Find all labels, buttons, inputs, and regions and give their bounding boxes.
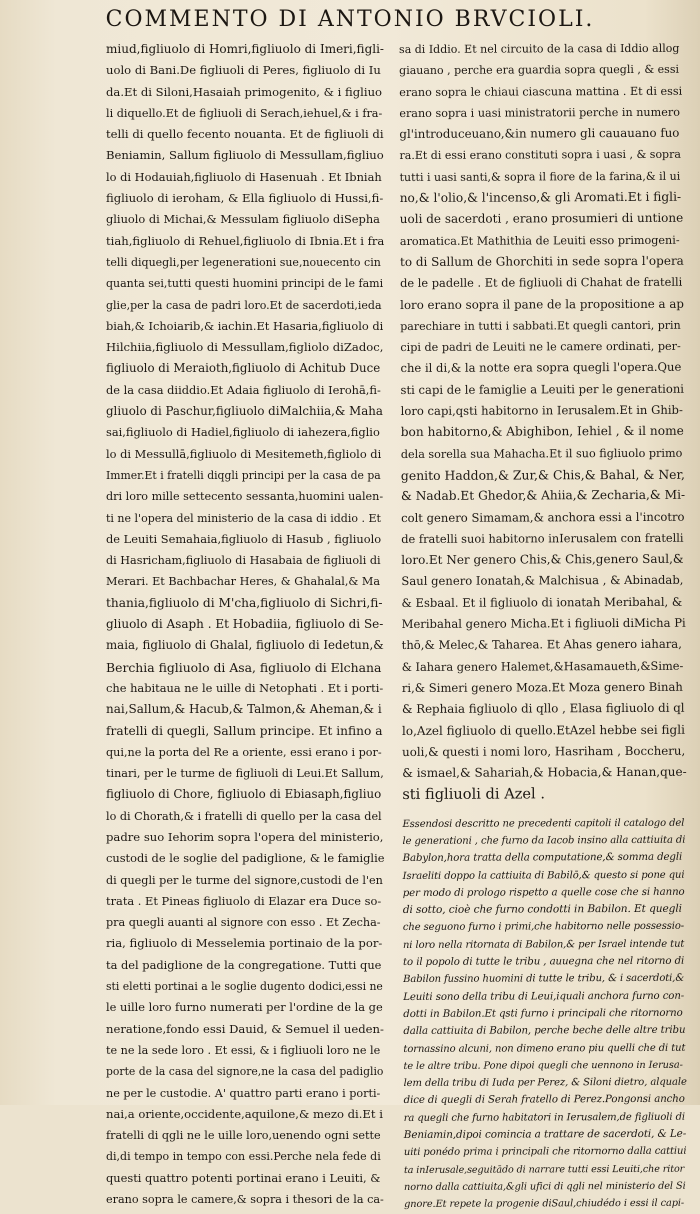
- text-line: fratelli di qgli ne le uille loro,uenendo ogni sette: [106, 1129, 381, 1143]
- text-line: questi quattro potenti portinai erano i Leuiti, &: [106, 1170, 381, 1185]
- text-line: ne per le custodie. A' quattro parti erano i porti-: [106, 1086, 381, 1100]
- text-line: pra quegli auanti al signore con esso . Et Zecha-: [106, 916, 381, 930]
- gloss-line: Babylon,hora tratta della computatione,& somma degli: [402, 852, 683, 865]
- text-line: ra.Et di essi erano constituti sopra i uasi , & sopra: [399, 148, 681, 163]
- text-line: & Nadab.Et Ghedor,& Ahiia,& Zecharia,& Mi-: [400, 487, 686, 504]
- text-line: de Leuiti Semahaia,figliuolo di Hasub , figliuolo: [106, 531, 382, 546]
- text-line: di quegli per le turme del signore,custodi de l'en: [106, 873, 383, 887]
- text-line: telli di quello fecento nouanta. Et de figliuoli di: [106, 127, 384, 142]
- gloss-line: Essendosi descritto ne precedenti capitoli il catalogo del: [402, 817, 685, 830]
- text-line: de fratelli suoi habitorno inIerusalem con fratelli: [401, 530, 684, 546]
- text-line: bon habitorno,& Abighibon, Iehiel , & il nome: [400, 424, 684, 440]
- text-line: colt genero Simamam,& anchora essi a l'incotro: [401, 509, 685, 525]
- text-line: Beniamin, Sallum figliuolo di Messullam,figliuo: [106, 148, 384, 163]
- text-line: telli diquegli,per legenerationi sue,nouecento cin: [106, 255, 381, 269]
- text-line: dri loro mille settecento sessanta,huomini ualen-: [106, 490, 384, 504]
- running-title: COMMENTO DI ANTONIO BRVCIOLI.: [105, 7, 595, 32]
- text-line: uoli,& questi i nomi loro, Hasriham , Boccheru,: [402, 743, 686, 759]
- text-line: & Rephaia figliuolo di qllo , Elasa figliuolo di ql: [401, 700, 685, 717]
- text-line: lo,Azel figliuolo di quello.EtAzel hebbe sei figli: [401, 722, 685, 738]
- text-line: figliuolo di Meraioth,figliuolo di Achitub Duce: [106, 361, 381, 376]
- text-line: ria, figliuolo di Messelemia portinaio de la por-: [106, 936, 383, 951]
- right-column-text: [399, 38, 686, 806]
- gloss-line: dalla cattiuita di Babilon, perche beche delle altre tribu: [403, 1025, 686, 1038]
- text-line: thō,& Melec,& Taharea. Et Ahas genero iahara,: [401, 637, 682, 653]
- text-line: de la casa diiddio.Et Adaia figliuolo di Ierohā,fi-: [106, 382, 381, 397]
- text-line: uoli de sacerdoti , erano prosumieri di untione: [399, 211, 684, 227]
- text-line: sai,figliuolo di Hadiel,figliuolo di iahezera,figlio: [106, 425, 380, 440]
- text-line: sti eletti portinai a le soglie dugento dodici,essi ne: [106, 980, 383, 994]
- text-line: gliuolo di Asaph . Et Hobadiia, figliuolo di Se-: [106, 617, 384, 632]
- text-line: sti capi de le famiglie a Leuiti per le generationi: [400, 381, 685, 397]
- text-line: loro.Et Ner genero Chis,& Chis,genero Saul,&: [401, 551, 684, 568]
- text-line: lo di Messullā,figliuolo di Mesitemeth,figliolo di: [106, 446, 382, 461]
- text-line: maia, figliuolo di Ghalal, figliuolo di Iedetun,&: [106, 638, 384, 653]
- gloss-line: dice di quegli di Serah fratello di Perez.Pongonsi ancho: [403, 1094, 685, 1107]
- text-line: ti ne l'opera del ministerio de la casa di iddio . Et: [106, 511, 381, 525]
- gloss-line: per modo di prologo rispetto a quelle cose che si hanno: [402, 886, 685, 899]
- text-line: figliuolo di ieroham, & Ella figliuolo di Hussi,fi-: [106, 191, 384, 206]
- text-line: Hilchiia,figliuolo di Messullam,figliolo diZadoc,: [106, 340, 384, 355]
- gloss-line: norno dalla cattiuita,&gli ufici di qgli nel ministerio del Si: [403, 1180, 686, 1193]
- gloss-line: ra quegli che furno habitatori in Ierusalem,de figliuoli di: [403, 1111, 685, 1124]
- text-line: custodi de le soglie del padiglione, & le famiglie: [106, 851, 385, 866]
- gloss-line: Leuiti sono della tribu di Leui,iquali anchora furno con-: [403, 990, 685, 1003]
- text-line: te ne la sede loro . Et essi, & i figliuoli loro ne le: [106, 1043, 381, 1057]
- text-line: Merari. Et Bachbachar Heres, & Ghahalal,& Ma: [106, 575, 381, 589]
- gloss-line: uiti ponédo prima i principali che ritornorno dalla cattiui: [403, 1146, 687, 1159]
- text-line: di,di tempo in tempo con essi.Perche nela fede di: [106, 1150, 381, 1164]
- text-line: gliuolo di Paschur,figliuolo diMalchiia,& Maha: [106, 404, 383, 419]
- gloss-line: le generationi , che furno da Iacob insino alla cattiuita di: [402, 834, 686, 847]
- text-line: biah,& Ichoiarib,& iachin.Et Hasaria,figliuolo di: [106, 318, 384, 333]
- gloss-line: to il popolo di tutte le tribu , auuegna che nel ritorno di: [403, 955, 685, 969]
- gloss-line: di sotto, cioè che furno condotti in Babilon. Et quegli: [402, 902, 682, 917]
- text-line: glie,per la casa de padri loro.Et de sacerdoti,ieda: [106, 298, 382, 312]
- text-line: thania,figliuolo di M'cha,figliuolo di Sichri,fi-: [106, 595, 383, 610]
- text-line: miud,figliuolo di Homri,figliuolo di Imeri,figli-: [106, 42, 384, 56]
- text-line: dela sorella sua Mahacha.Et il suo figliuolo primo: [400, 446, 683, 461]
- gloss-line: ni loro nella ritornata di Babilon,& per Israel intende tut: [402, 938, 685, 951]
- text-line: nai,a oriente,occidente,aquilone,& mezo di.Et i: [106, 1106, 383, 1121]
- text-line: che habitaua ne le uille di Netophati . Et i porti-: [106, 680, 384, 695]
- commentary-gloss: [402, 814, 688, 1213]
- text-line: di Hasricham,figliuolo di Hasabaia de figliuoli di: [106, 554, 381, 568]
- text-line: porte de la casa del signore,ne la casa del padiglio: [106, 1065, 384, 1079]
- text-line: genito Haddon,& Zur,& Chis,& Bahal, & Ner,: [400, 466, 686, 483]
- text-line: de le padelle . Et de figliuoli di Chahat de fratelli: [400, 275, 683, 291]
- text-line: da.Et di Siloni,Hasaiah primogenito, & i figliuo: [106, 84, 383, 99]
- text-line: qui,ne la porta del Re a oriente, essi erano i por-: [106, 745, 382, 759]
- gloss-line: Beniamin,dipoi comincia a trattare de sacerdoti, & Le-: [403, 1127, 687, 1142]
- text-line: quanta sei,tutti questi huomini principi de le fami: [106, 277, 384, 291]
- text-line: figliuolo di Chore, figliuolo di Ebiasaph,figliuo: [106, 787, 382, 802]
- text-line: to di Sallum de Ghorchiti in sede sopra l'opera: [399, 253, 684, 269]
- text-line: padre suo Iehorim sopra l'opera del ministerio,: [106, 829, 384, 844]
- text-line: lo di Hodauiah,figliuolo di Hasenuah . Et Ibniah: [106, 169, 382, 184]
- text-line: Meribahal genero Micha.Et i figliuoli diMicha Pi: [401, 615, 686, 632]
- text-line: cipi de padri de Leuiti ne le camere ordinati, per-: [400, 339, 681, 355]
- gloss-line: lem della tribu di Iuda per Perez, & Siloni dietro, alquale: [403, 1076, 687, 1090]
- gloss-line: dotti in Babilon.Et qsti furno i principali che ritornorno: [403, 1007, 683, 1020]
- gloss-line: te le altre tribu. Pone dipoi quegli che uennono in Ierusa-: [403, 1059, 683, 1072]
- text-line: erano sopra le chiaui ciascuna mattina . Et di essi: [399, 84, 683, 99]
- text-line: Saul genero Ionatah,& Malchisua , & Abinadab,: [401, 573, 684, 589]
- text-line: no,& l'olio,& l'incenso,& gli Aromati.Et i figli-: [399, 189, 682, 206]
- gloss-line: ta inIerusale,seguitādo di narrare tutti essi Leuiti,che ritor: [403, 1163, 685, 1176]
- text-line: sa di Iddio. Et nel circuito de la casa di Iddio allog: [399, 41, 680, 56]
- left-column: [106, 39, 384, 1210]
- text-line: erano sopra le camere,& sopra i thesori de la ca-: [106, 1193, 384, 1207]
- text-line: & Iahara genero Halemet,&Hasamaueth,&Sime-: [401, 658, 684, 674]
- gloss-line: che seguono furno i primi,che habitorno nelle possessio-: [402, 921, 685, 934]
- text-line: lo di Chorath,& i fratelli di quello per la casa del: [106, 809, 382, 823]
- text-line: parechiare in tutti i sabbati.Et quegli cantori, prin: [400, 318, 681, 333]
- text-line: sti figliuoli di Azel .: [402, 785, 546, 804]
- text-line: Berchia figliuolo di Asa, figliuolo di Elchana: [106, 659, 382, 675]
- right-column: [399, 38, 688, 1214]
- text-line: ri,& Simeri genero Moza.Et Moza genero Binah: [401, 679, 683, 695]
- text-line: & ismael,& Sahariah,& Hobacia,& Hanan,que-: [402, 764, 687, 781]
- gloss-line: gnore.Et repete la progenie diSaul,chiudédo i essi il capi-: [404, 1197, 685, 1211]
- gloss-line: tornassino alcuni, non dimeno erano piu quelli che di tut: [403, 1042, 686, 1055]
- text-line: gl'introduceuano,&in numero gli cauauano fuo: [399, 125, 680, 142]
- text-line: ta del padiglione de la congregatione. Tutti que: [106, 957, 382, 972]
- text-line: tiah,figliuolo di Rehuel,figliuolo di Ibnia.Et i fra: [106, 233, 385, 248]
- text-line: & Esbaal. Et il figliuolo di ionatah Meribahal, &: [401, 594, 683, 610]
- text-line: loro capi,qsti habitorno in Ierusalem.Et in Ghib-: [400, 402, 683, 419]
- gloss-line: Babilon fussino huomini di tutte le tribu, & i sacerdoti,&: [403, 973, 685, 986]
- text-line: aromatica.Et Mathithia de Leuiti esso primogeni-: [399, 233, 680, 248]
- text-line: neratione,fondo essi Dauid, & Semuel il ueden-: [106, 1021, 384, 1036]
- text-line: trata . Et Pineas figliuolo di Elazar era Duce so-: [106, 893, 382, 908]
- text-line: che il di,& la notte era sopra quegli l'opera.Que: [400, 360, 682, 376]
- text-line: loro erano sopra il pane de la propositione a ap: [400, 296, 684, 312]
- text-line: tinari, per le turme de figliuoli di Leui.Et Sallum,: [106, 767, 384, 781]
- text-line: nai,Sallum,& Hacub,& Talmon,& Aheman,& i: [106, 702, 382, 717]
- text-line: erano sopra i uasi ministratorii perche in numero: [399, 105, 680, 120]
- text-line: li diquello.Et de figliuoli di Serach,iehuel,& i fra-: [106, 106, 383, 120]
- text-line: uolo di Bani.De figliuoli di Peres, figliuolo di Iu: [106, 63, 381, 78]
- text-line: giauano , perche era guardia sopra quegli , & essi: [399, 63, 680, 78]
- text-line: Immer.Et i fratelli diqgli principi per la casa de pa: [106, 468, 381, 482]
- text-line: fratelli di quegli, Sallum principe. Et infino a: [106, 723, 383, 738]
- gloss-line: Israeliti doppo la cattiuita di Babilō,& questo si pone qui: [402, 869, 685, 882]
- text-line: tutti i uasi santi,& sopra il fiore de la farina,& il ui: [399, 169, 681, 184]
- text-line: le uille loro furno numerati per l'ordine de la ge: [106, 1000, 383, 1015]
- text-line: gliuolo di Michai,& Messulam figliuolo diSepha: [106, 212, 380, 227]
